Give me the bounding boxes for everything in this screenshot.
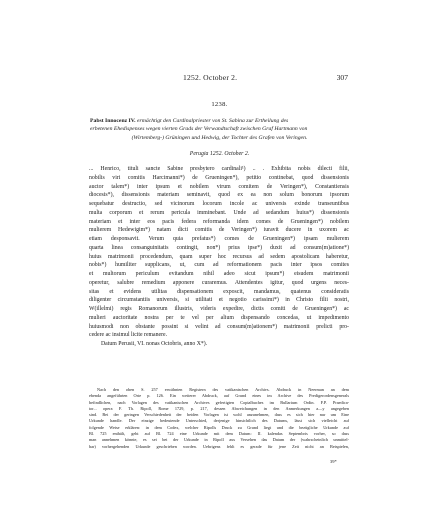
document-number: 1238. <box>211 101 228 108</box>
place-date: Perugia 1252. October 2. <box>189 151 250 157</box>
note-line: folgende Weise erklären: in dem Codex, welcher Ripolls Druck zu Grund liegt und die bezügliche Urkunde auf <box>89 424 349 430</box>
text-line: operetur, salubre remedium apponere curaremus. Attendentes igitur, quod urgens neces- <box>89 279 349 286</box>
text-line: et multorum periculum evitandum nihil adeo sicut ipsum*) eisudem matrimonii <box>89 271 349 277</box>
note-line: sind. Bei der geringen Verschiedenheit der beiden Vorlagen ist wohl anzunehmen, dass es sich hier nur um Eine <box>89 412 349 418</box>
text-line: diocesis*), dissensionis materiam seminavit, quod ex ea non solum bonorum ipsorum <box>89 192 349 199</box>
note-line: bar) vorhergehenden Urkunde geschrieben worden. Uebrigens fehlt es gerade für jene Zeit nicht an Beispielen, <box>89 443 349 449</box>
note-line: Urkunde handle. Der einzige bedeutende Unterschied, derjenige hinsichtlich des Datums, lässt sich vielleicht auf <box>89 418 349 424</box>
signature-mark: 39* <box>330 459 337 464</box>
text-line: multa corporum et rerum pericula imminebant. Unde ad sedandum huius*) dissensionis <box>89 209 349 216</box>
text-line: sitas et evidens utilitas dispensationem exposcit, mandamus, quatenus consideratis <box>89 288 349 295</box>
running-head <box>93 73 348 84</box>
note-line: tor... opera F. Th. Ripoll, Rome 1729, p. 217, dessen Abweichungen in den Anmerkungen a—y angegeben <box>89 405 349 411</box>
text-line: etiam desponsavit. Verum quia prefatus*) comes de Grueningen*) ipsam mulierem <box>89 236 349 242</box>
text-line: mulierem Hedewigim*) natam dicti comitis de Veringen*) iuravit ducere in uxorem ac <box>89 227 349 234</box>
text-line: materiam et inter eos pacis federa reformanda idem comes de Grueningen*) nobilem <box>89 218 349 225</box>
text-line: W(illelmi) regis Romanorum illustris, videris expedire, dictis comiti de Grueningen*) ac <box>89 306 349 312</box>
note-line: befindlichen, nach Vorlagen des vatikanischen Archives gefertigten Copialbuches im Bullarium Ordin. F.P. Praedica- <box>89 399 349 405</box>
note-line: ebenda angeführten Orte p. 126. Ein weiterer Abdruck, auf Grund eines im Archive des Predigerordensgenerals <box>89 393 349 399</box>
text-line: cedere ac insimul licite remanere. <box>89 332 168 339</box>
running-head-date: 1252. October 2. <box>183 73 238 82</box>
regest-line: (Wirtemberg-) Grüningen und Hedwig, der Tochter des Grafen von Veringen. <box>131 134 308 141</box>
regest-line-text: ermächtigt den Cardinalpriester von St. Sabina zur Ertheilung des <box>136 118 289 124</box>
note-line: man annehmen könnte, es sei bei der Urkunde in Ripoll aus Versehen das Datum der (wahrscheinlich unmittel- <box>89 437 349 443</box>
text-line: diligenter circumstantiis universis, si utilitati et negotio carissimi*) in Christo filii nostri, <box>89 297 349 304</box>
text-line: sequebatur destructio, sed vicinorum locorum incole ac universis exinde transeuntibus <box>89 201 349 207</box>
text-line: huiusmodi non obstante possint si velint ad consum(m)ationem*) matrimonii prelicti pro- <box>89 323 349 330</box>
regest-lead: Pabst Innocenz IV. <box>90 118 136 124</box>
page-number: 307 <box>336 73 348 82</box>
regest-line: erbetenen Ehedispenses wegen vierten Grads der Verwandtschaft zwischen Graf Hartmann von <box>90 126 308 133</box>
text-line: nobis*) humiliter supplicans, ut, cum ad reformationem pacis inter ipsos comites <box>89 262 349 269</box>
note-line: Bl. 725 enthält, geht auf Bl. 724 eine Urkunde mit dem Datum: II. kalendas Septembris vorher, so dass <box>89 431 349 437</box>
charter-text <box>89 165 349 349</box>
text-line: mulieri auctoritate nostra per te vel per alium dispensando concedas, ut impedimento <box>89 314 349 321</box>
text-line: quarta linea consanguinitatis contingit, non*) prius ipse*) duxit ad consum(m)atione*) <box>89 244 349 251</box>
note-line: Nach den oben S. 257 erwähnten Registern des vatikanischen Archivs. Abdruck in Neerman an dem <box>97 387 349 392</box>
regest-summary <box>90 117 349 142</box>
text-line: ... Henrico, tituli sancte Sabine presbytero cardinali¹) .. . Exhibita nobis dilecti filii, <box>89 166 349 172</box>
editorial-notes <box>89 387 349 450</box>
text-line: nobilis viri comitis Harcimanni*) de Grueningen*), petitio continebat, quod dissensionis <box>89 174 349 181</box>
text-line: auctor talem*) inter ipsum et nobilem virum comitem de Veringen*), Constantiensis <box>89 183 349 190</box>
datum-line: Datum Perusii, VI. nonas Octobris, anno X*). <box>101 341 208 347</box>
regest-line <box>90 117 349 125</box>
text-line: huius matrimonii procedendum, quam super hoc recursus ad sedem apostolicam haberetur, <box>89 253 349 260</box>
